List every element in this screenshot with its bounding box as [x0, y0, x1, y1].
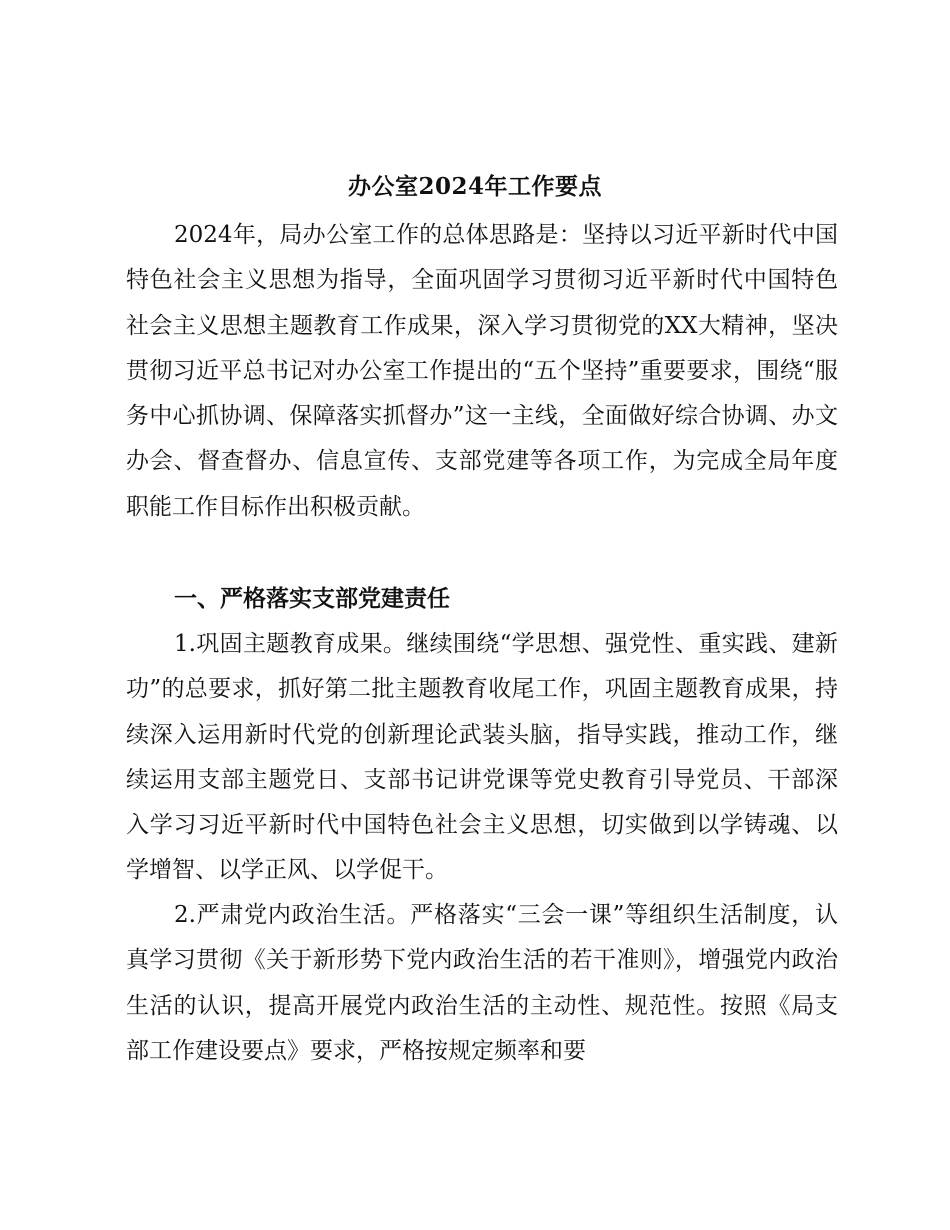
intro-paragraph: 2024年，局办公室工作的总体思路是：坚持以习近平新时代中国特色社会主义思想为指导，全面巩固学习贯彻习近平新时代中国特色社会主义思想主题教育工作成果，深入学习贯彻党的XX大精神，坚决贯彻习近平总书记对办公室工作提出的“五个坚持”重要要求，围绕“服务中心抓协调、保障落实抓督办”这一主线，全面做好综合协调、办文办会、督查督办、信息宣传、支部党建等各项工作，为完成全局年度职能工作目标作出积极贡献。 [126, 222, 838, 520]
section-heading: 一、严格落实支部党建责任 [174, 585, 450, 612]
item-paragraph-2: 2.严肃党内政治生活。严格落实“三会一课”等组织生活制度，认真学习贯彻《关于新形势下党内政治生活的若干准则》，增强党内政治生活的认识，提高开展党内政治生活的主动性、规范性。按照《局支部工作建设要点》要求，严格按规定频率和要 [126, 902, 838, 1064]
item-paragraph-1: 1.巩固主题教育成果。继续围绕“学思想、强党性、重实践、建新功”的总要求，抓好第二批主题教育收尾工作，巩固主题教育成果，持续深入运用新时代党的创新理论武装头脑，指导实践，推动工作，继续运用支部主题党日、支部书记讲党课等党史教育引导党员、干部深入学习习近平新时代中国特色社会主义思想，切实做到以学铸魂、以学增智、以学正风、以学促干。 [126, 631, 838, 884]
document-title: 办公室2024年工作要点 [347, 173, 602, 200]
